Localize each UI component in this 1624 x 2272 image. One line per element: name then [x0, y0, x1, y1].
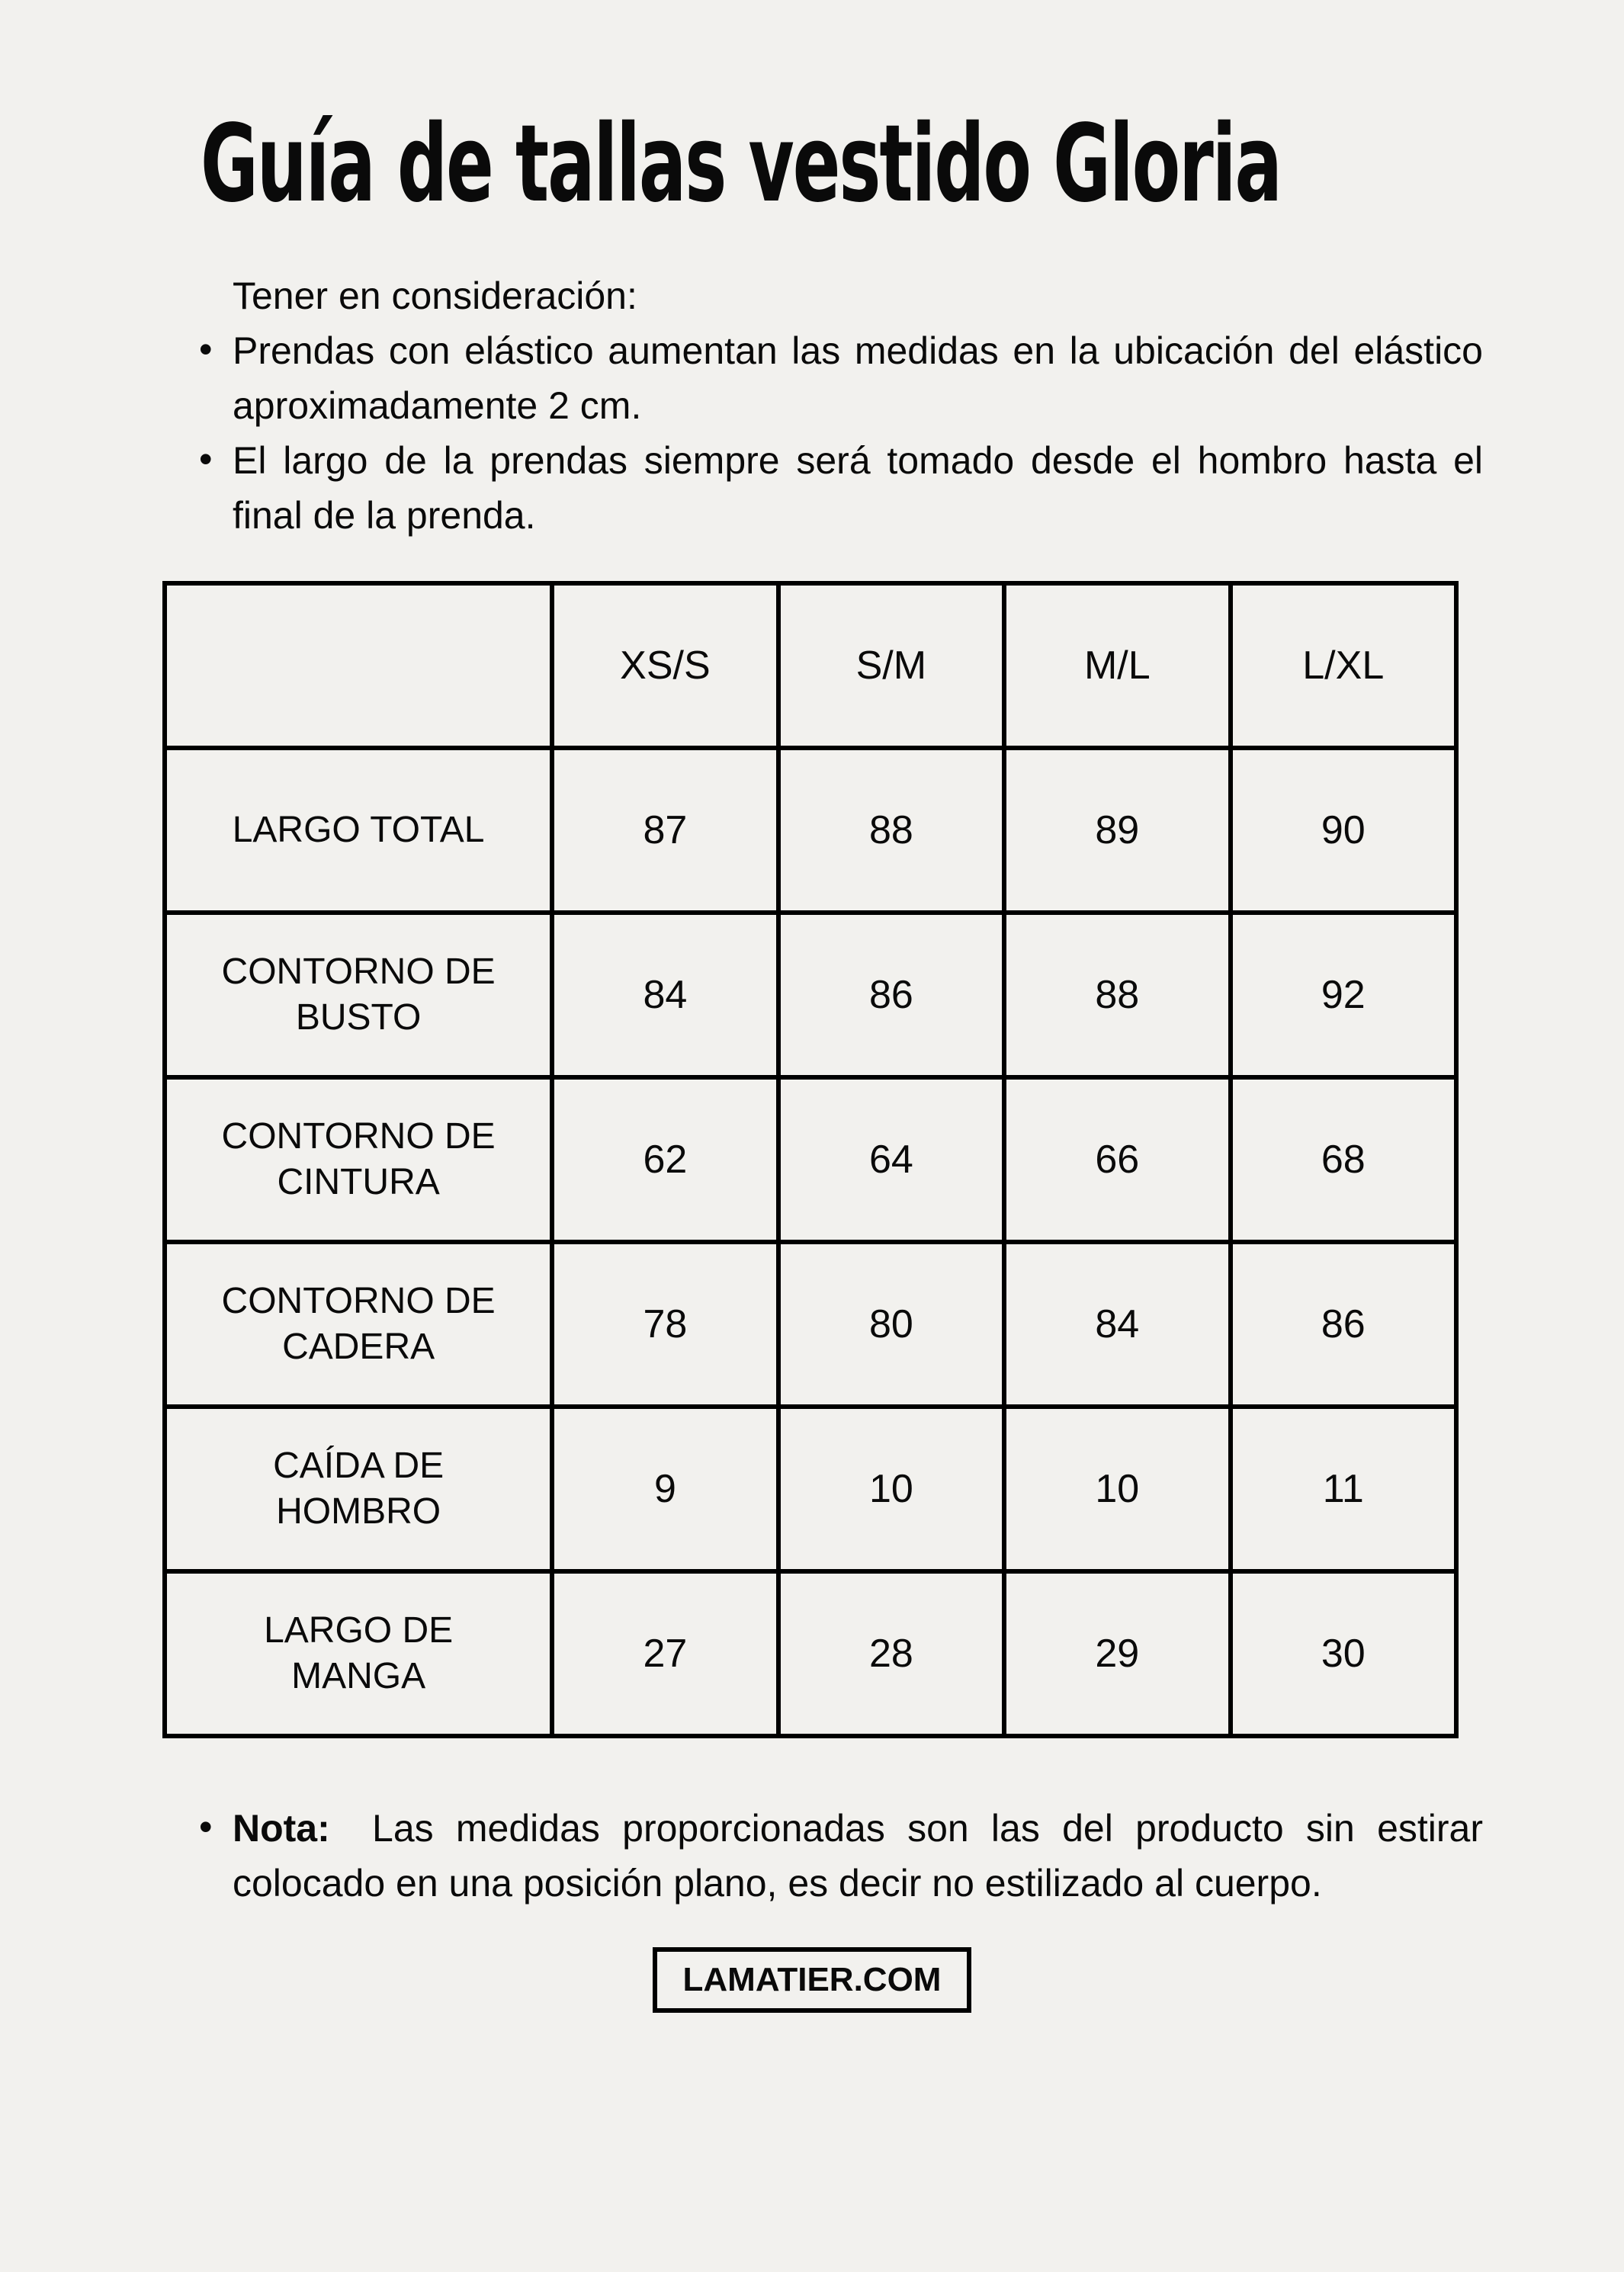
cell-value: 64 — [778, 1077, 1004, 1242]
row-label: LARGO DE MANGA — [165, 1571, 552, 1736]
table-row — [165, 1242, 1456, 1407]
bullet-text: Prendas con elástico aumentan las medidas en la ubicación del elástico aproximadamente 2 cm. — [233, 329, 1483, 427]
cell-value: 84 — [1004, 1242, 1230, 1407]
table-row — [165, 913, 1456, 1077]
corner-cell — [165, 583, 552, 748]
cell-value: 27 — [552, 1571, 778, 1736]
column-header: XS/S — [552, 583, 778, 748]
note-list — [199, 1801, 1483, 1911]
note-item — [199, 1801, 1483, 1911]
cell-value: 86 — [1231, 1242, 1456, 1407]
brand-badge — [653, 1947, 972, 2013]
list-item — [199, 433, 1483, 543]
cell-value: 66 — [1004, 1077, 1230, 1242]
column-header: S/M — [778, 583, 1004, 748]
cell-value: 11 — [1231, 1407, 1456, 1571]
cell-value: 87 — [552, 748, 778, 913]
cell-value: 29 — [1004, 1571, 1230, 1736]
cell-value: 10 — [778, 1407, 1004, 1571]
intro-section — [199, 268, 1483, 543]
page-title: Guía de tallas vestido Gloria — [201, 102, 1281, 226]
cell-value: 10 — [1004, 1407, 1230, 1571]
bullet-text: El largo de la prendas siempre será tomado desde el hombro hasta el final de la prenda. — [233, 439, 1483, 537]
intro-heading: Tener en consideración: — [233, 274, 637, 317]
cell-value: 28 — [778, 1571, 1004, 1736]
cell-value: 80 — [778, 1242, 1004, 1407]
row-label: CONTORNO DE CINTURA — [165, 1077, 552, 1242]
cell-value: 9 — [552, 1407, 778, 1571]
note-text: Las medidas proporcionadas son las del producto sin estirar colocado en una posición plano, es decir no estilizado al cuerpo. — [233, 1807, 1483, 1905]
cell-value: 78 — [552, 1242, 778, 1407]
page-header — [201, 102, 1624, 226]
note-label: Nota: — [233, 1807, 330, 1850]
table-row — [165, 1571, 1456, 1736]
bullet-list — [199, 323, 1483, 543]
table-row — [165, 1407, 1456, 1571]
cell-value: 86 — [778, 913, 1004, 1077]
brand-badge-label: LAMATIER.COM — [682, 1961, 942, 1998]
cell-value: 68 — [1231, 1077, 1456, 1242]
bullet-dot-icon: • — [199, 1805, 213, 1848]
cell-value: 88 — [1004, 913, 1230, 1077]
bullet-dot-icon: • — [199, 438, 213, 480]
footer — [0, 1947, 1624, 2013]
row-label: CONTORNO DE BUSTO — [165, 913, 552, 1077]
cell-value: 90 — [1231, 748, 1456, 913]
size-table — [162, 581, 1459, 1738]
row-label: CONTORNO DE CADERA — [165, 1242, 552, 1407]
bullet-dot-icon: • — [199, 328, 213, 371]
note-section — [199, 1801, 1483, 1911]
row-label: CAÍDA DE HOMBRO — [165, 1407, 552, 1571]
table-row — [165, 1077, 1456, 1242]
cell-value: 30 — [1231, 1571, 1456, 1736]
list-item — [199, 323, 1483, 433]
cell-value: 84 — [552, 913, 778, 1077]
cell-value: 89 — [1004, 748, 1230, 913]
column-header: M/L — [1004, 583, 1230, 748]
cell-value: 92 — [1231, 913, 1456, 1077]
table-row — [165, 748, 1456, 913]
cell-value: 62 — [552, 1077, 778, 1242]
column-header: L/XL — [1231, 583, 1456, 748]
row-label: LARGO TOTAL — [165, 748, 552, 913]
size-table-body — [165, 748, 1456, 1736]
cell-value: 88 — [778, 748, 1004, 913]
table-header-row — [165, 583, 1456, 748]
